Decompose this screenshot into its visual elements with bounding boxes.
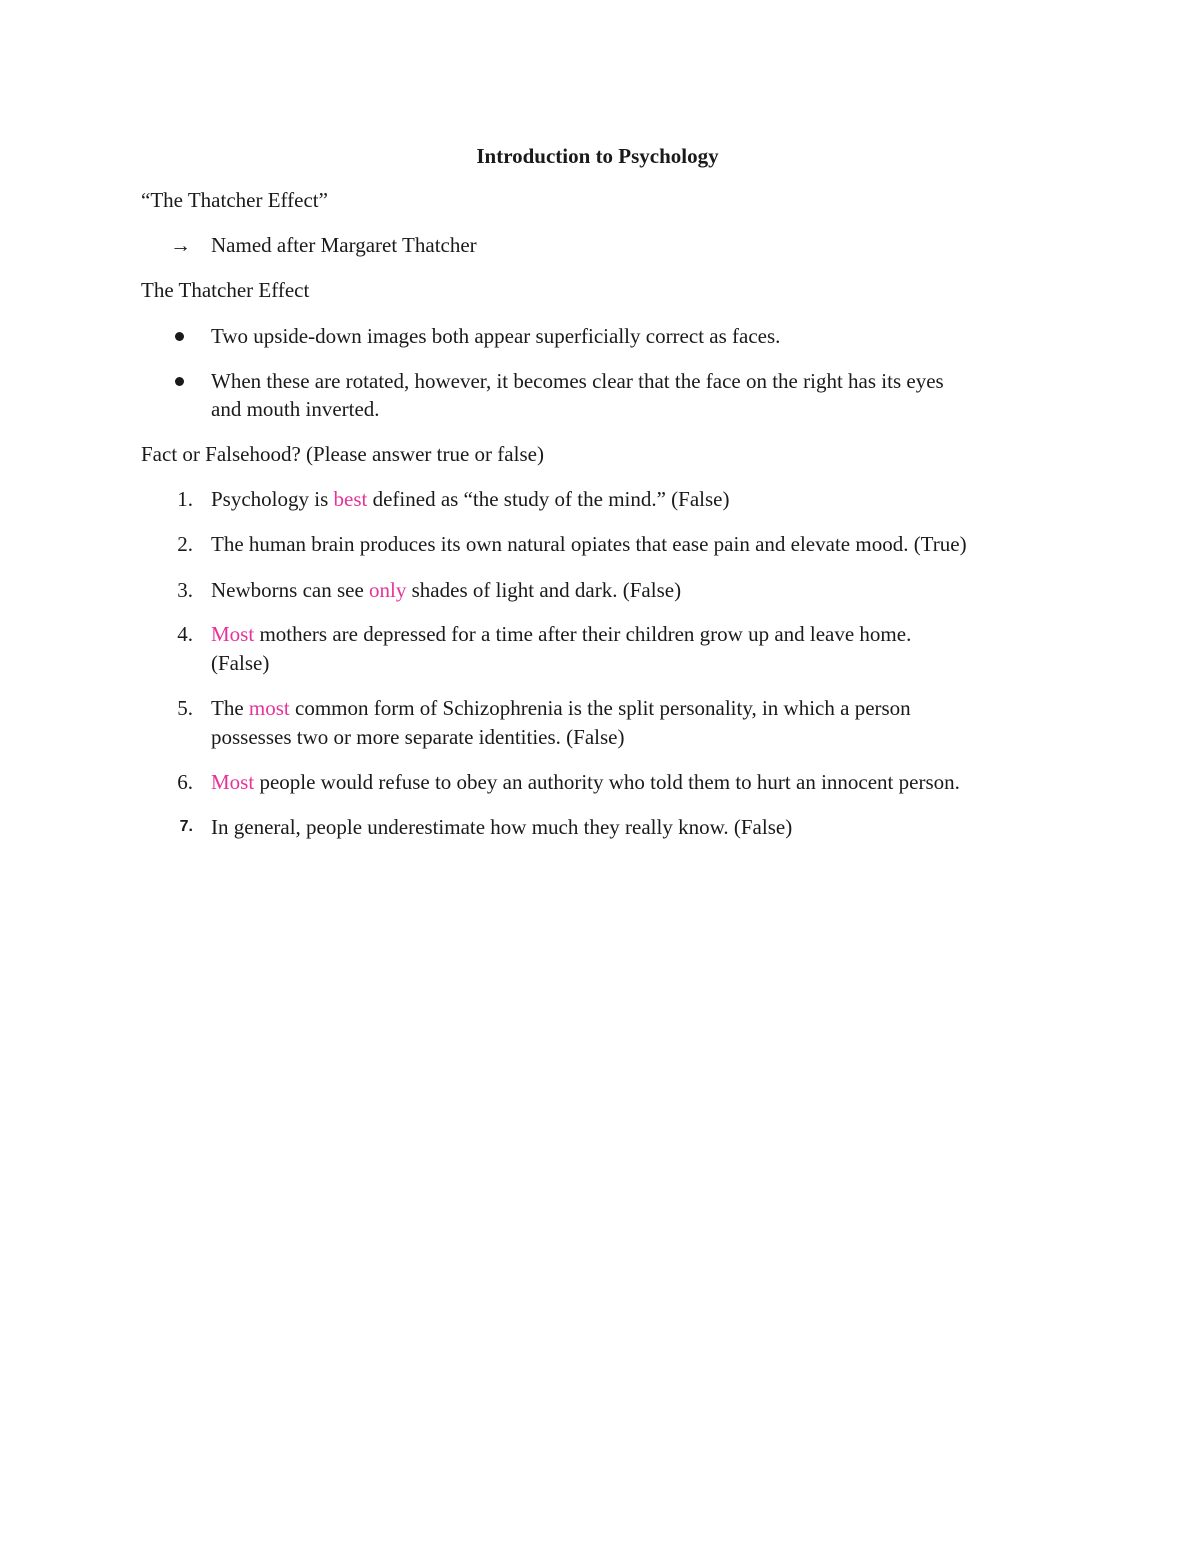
question-number: 6. bbox=[177, 770, 193, 794]
question-text: Most people would refuse to obey an authority who told them to hurt an innocent person. bbox=[211, 770, 960, 794]
right-arrow-icon: → bbox=[170, 233, 191, 257]
question-text: In general, people underestimate how much they really know. (False) bbox=[211, 815, 793, 839]
highlighted-word: most bbox=[248, 696, 290, 720]
question-text-continuation: possesses two or more separate identities. (False) bbox=[211, 725, 625, 749]
bullet-text: When these are rotated, however, it becomes clear that the face on the right has its eyes bbox=[211, 369, 944, 393]
question-number: 5. bbox=[177, 696, 193, 720]
highlighted-word: only bbox=[369, 578, 407, 602]
bullet-dot-icon bbox=[175, 377, 184, 386]
question-text: The human brain produces its own natural opiates that ease pain and elevate mood. (True) bbox=[211, 532, 967, 556]
question-number: 2. bbox=[177, 532, 193, 556]
question-text: Most mothers are depressed for a time after their children grow up and leave home. bbox=[211, 622, 912, 646]
question-number: 4. bbox=[177, 622, 193, 646]
question-text-continuation: (False) bbox=[211, 651, 270, 675]
section-heading: The Thatcher Effect bbox=[141, 278, 310, 302]
quote-heading: “The Thatcher Effect” bbox=[141, 188, 328, 212]
highlighted-word: Most bbox=[211, 770, 255, 794]
question-number: 1. bbox=[177, 487, 193, 511]
highlighted-word: best bbox=[333, 487, 368, 511]
bullet-text: Two upside-down images both appear superficially correct as faces. bbox=[211, 324, 781, 348]
bullet-dot-icon bbox=[175, 332, 184, 341]
question-number: 3. bbox=[177, 578, 193, 602]
highlighted-word: Most bbox=[211, 622, 255, 646]
arrow-item-text: Named after Margaret Thatcher bbox=[211, 233, 477, 257]
question-number: 7. bbox=[179, 818, 193, 835]
question-text: The most common form of Schizophrenia is the split personality, in which a person bbox=[211, 696, 911, 720]
question-text: Newborns can see only shades of light and dark. (False) bbox=[211, 578, 682, 602]
quiz-heading: Fact or Falsehood? (Please answer true or false) bbox=[141, 442, 544, 466]
page-title: Introduction to Psychology bbox=[476, 144, 719, 168]
bullet-text-continuation: and mouth inverted. bbox=[211, 397, 380, 421]
question-text: Psychology is best defined as “the study of the mind.” (False) bbox=[211, 487, 730, 511]
